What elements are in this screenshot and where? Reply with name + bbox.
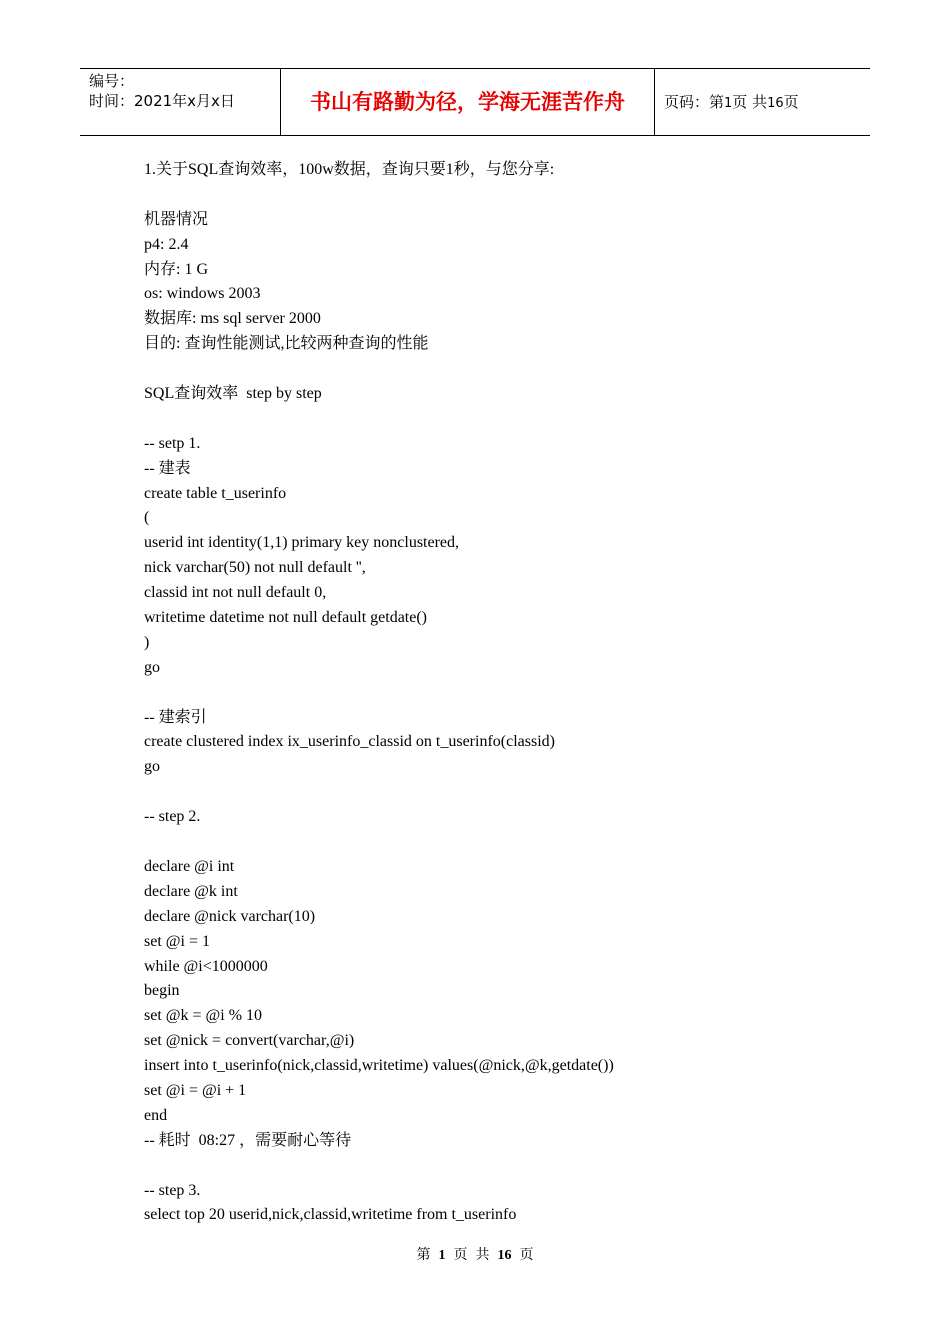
text-line: -- 耗时 08:27 ，需要耐心等待 (144, 1131, 352, 1149)
footer-ye: 页 (453, 1248, 468, 1263)
blank-line (144, 830, 864, 855)
page-footer (0, 1244, 950, 1264)
text-line: nick varchar(50) not null default '', (144, 559, 366, 577)
text-line: insert into t_userinfo(nick,classid,writetime) values(@nick,@k,getdate()) (144, 1057, 614, 1075)
text-line: os: windows 2003 (144, 285, 261, 303)
blank-line (144, 780, 864, 805)
document-body (144, 158, 864, 1228)
text-line: p4: 2.4 (144, 235, 189, 253)
text-line: -- step 3. (144, 1181, 201, 1199)
footer-gong: 共 (475, 1248, 490, 1263)
text-line: writetime datetime not null default getdate() (144, 609, 428, 627)
text-line: end (144, 1106, 168, 1124)
blank-line (144, 407, 864, 432)
header-page-label: 页码：第 (664, 93, 725, 111)
text-line: -- step 2. (144, 808, 201, 826)
blank-line (144, 357, 864, 382)
document-time: 时间：2021年x月x日 (89, 92, 235, 110)
text-line: 数据库: ms sql server 2000 (144, 310, 321, 328)
text-line: 内存: 1 G (144, 260, 209, 278)
text-line: create clustered index ix_userinfo_classid on t_userinfo(classid) (144, 733, 555, 751)
text-line: declare @i int (144, 857, 235, 875)
text-line: go (144, 658, 160, 676)
header-page-total: 16 (767, 96, 784, 111)
text-line: 1.关于SQL查询效率，100w数据，查询只要1秒，与您分享: (144, 161, 555, 178)
header-motto: 书山有路勤为径，学海无涯苦作舟 (281, 69, 655, 135)
blank-line (144, 1154, 864, 1179)
text-line: ( (144, 509, 150, 527)
text-line: -- setp 1. (144, 434, 201, 452)
header-page-end: 页 (783, 93, 799, 111)
text-line: while @i<1000000 (144, 957, 268, 975)
text-line: declare @nick varchar(10) (144, 907, 316, 925)
blank-line (144, 681, 864, 706)
text-line: ) (144, 633, 150, 651)
text-line: set @nick = convert(varchar,@i) (144, 1032, 355, 1050)
header-page-mid: 页 共 (732, 93, 768, 111)
text-line: set @i = 1 (144, 932, 210, 950)
text-line: create table t_userinfo (144, 484, 287, 502)
text-line: classid int not null default 0, (144, 584, 327, 602)
blank-line (144, 183, 864, 208)
text-line: set @i = @i + 1 (144, 1081, 247, 1099)
text-line: declare @k int (144, 882, 238, 900)
footer-page-current: 1 (438, 1248, 446, 1263)
text-line: SQL查询效率 step by step (144, 385, 322, 403)
text-line: begin (144, 982, 180, 1000)
text-line: userid int identity(1,1) primary key nonclustered, (144, 534, 460, 552)
text-line: go (144, 758, 160, 776)
page-header (80, 68, 870, 136)
document-code-label: 编号： (89, 72, 135, 90)
header-page-current: 1 (724, 96, 733, 111)
text-line: 机器情况 (144, 210, 209, 228)
header-meta-cell (80, 69, 281, 135)
text-line: -- 建表 (144, 459, 191, 477)
text-line: set @k = @i % 10 (144, 1007, 263, 1025)
text-line: -- 建索引 (144, 708, 207, 726)
text-line: select top 20 userid,nick,classid,writetime from t_userinfo (144, 1206, 517, 1224)
text-line: 目的: 查询性能测试,比较两种查询的性能 (144, 335, 429, 353)
footer-di: 第 (416, 1248, 431, 1263)
header-page-info (655, 69, 870, 135)
footer-ye-end: 页 (519, 1248, 534, 1263)
footer-page-total: 16 (497, 1248, 512, 1263)
